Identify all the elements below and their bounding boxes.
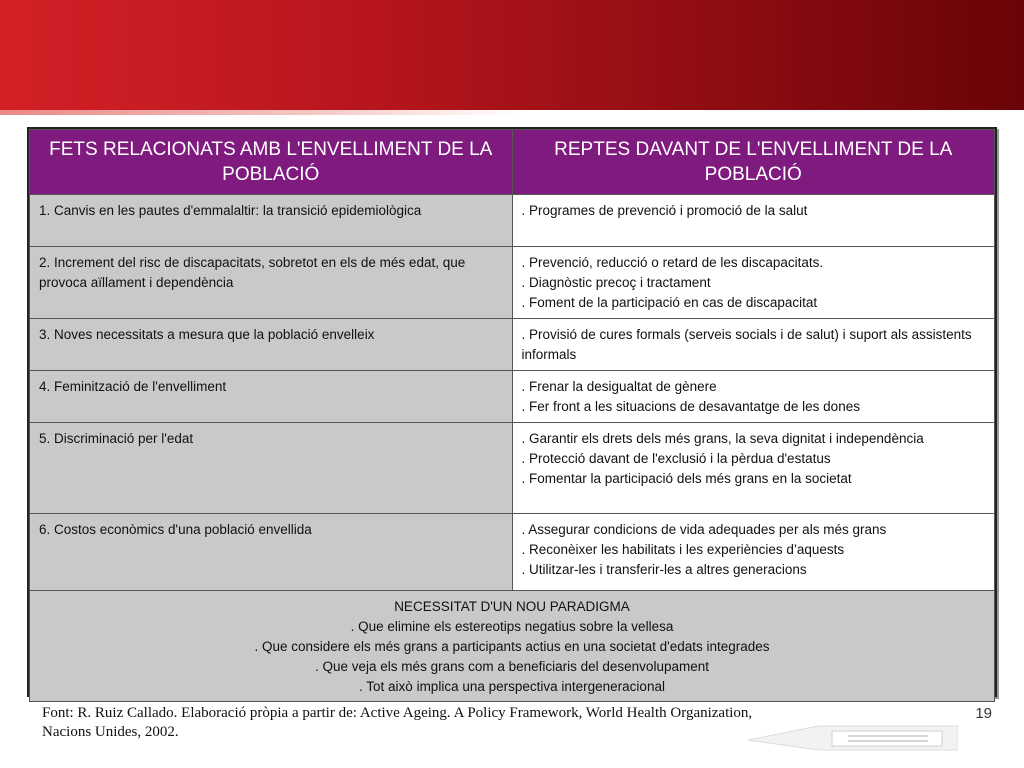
aging-table-grid [29,129,995,702]
challenge-line: . Protecció davant de l'exclusió i la pèrdua d'estatus [521,451,831,466]
paradigm-line: . Que considere els més grans a participants actius en una societat d'edats integrades [254,639,770,654]
table-header-row [30,130,995,195]
challenge-line: . Garantir els drets dels més grans, la seva dignitat i independència [521,431,924,446]
header-challenges: REPTES DAVANT DE L'ENVELLIMENT DE LA POBLACIÓ [512,130,995,195]
source-line: Nacions Unides, 2002. [42,724,179,740]
source-line: Font: R. Ruiz Callado. Elaboració pròpia a partir de: Active Ageing. A Policy Framework, World Health Organization, [42,705,753,721]
paradigm-line: . Que veja els més grans com a beneficiaris del desenvolupament [315,659,709,674]
challenge-line: . Programes de prevenció i promoció de la salut [521,203,808,218]
page-number: 19 [975,705,992,722]
challenge-line: . Prevenció, reducció o retard de les discapacitats. [521,255,824,270]
challenge-cell [512,247,995,319]
challenge-line: . Fer front a les situacions de desavantatge de les dones [521,399,860,414]
paradigm-line: . Que elimine els estereotips negatius sobre la vellesa [350,619,674,634]
paradigm-row [30,591,995,702]
challenge-line: . Frenar la desigualtat de gènere [521,379,717,394]
banner-accent-line [0,110,520,115]
challenge-cell [512,319,995,371]
table-row [30,319,995,371]
table-row [30,423,995,514]
header-facts: FETS RELACIONATS AMB L'ENVELLIMENT DE LA POBLACIÓ [30,130,513,195]
challenge-line: . Assegurar condicions de vida adequades per als més grans [521,522,887,537]
challenge-line: . Reconèixer les habilitats i les experiències d’aquests [521,542,845,557]
fact-cell: 2. Increment del risc de discapacitats, sobretot en els de més edat, que provoca aïllament i dependència [30,247,513,319]
paradigm-cell [30,591,995,702]
fact-cell: 4. Feminització de l'envelliment [30,371,513,423]
fact-cell: 5. Discriminació per l'edat [30,423,513,514]
decorative-arrow-shape [748,722,958,752]
challenge-cell [512,371,995,423]
fact-cell: 6. Costos econòmics d'una població envellida [30,514,513,591]
challenge-line: . Provisió de cures formals (serveis socials i de salut) i suport als assistents informals [521,327,972,362]
aging-table [27,127,997,697]
table-row [30,514,995,591]
paradigm-title: NECESSITAT D'UN NOU PARADIGMA [394,599,630,614]
challenge-line: . Diagnòstic precoç i tractament [521,275,711,290]
table-row [30,371,995,423]
fact-cell: 1. Canvis en les pautes d'emmalaltir: la transició epidemiològica [30,195,513,247]
table-row [30,247,995,319]
table-row [30,195,995,247]
fact-cell: 3. Noves necessitats a mesura que la població envelleix [30,319,513,371]
challenge-line: . Foment de la participació en cas de discapacitat [521,295,818,310]
challenge-cell [512,514,995,591]
title-banner [0,0,1024,110]
challenge-line: . Fomentar la participació dels més grans en la societat [521,471,852,486]
challenge-cell [512,423,995,514]
paradigm-line: . Tot això implica una perspectiva intergeneracional [359,679,665,694]
challenge-line: . Utilitzar-les i transferir-les a altres generacions [521,562,807,577]
challenge-cell [512,195,995,247]
